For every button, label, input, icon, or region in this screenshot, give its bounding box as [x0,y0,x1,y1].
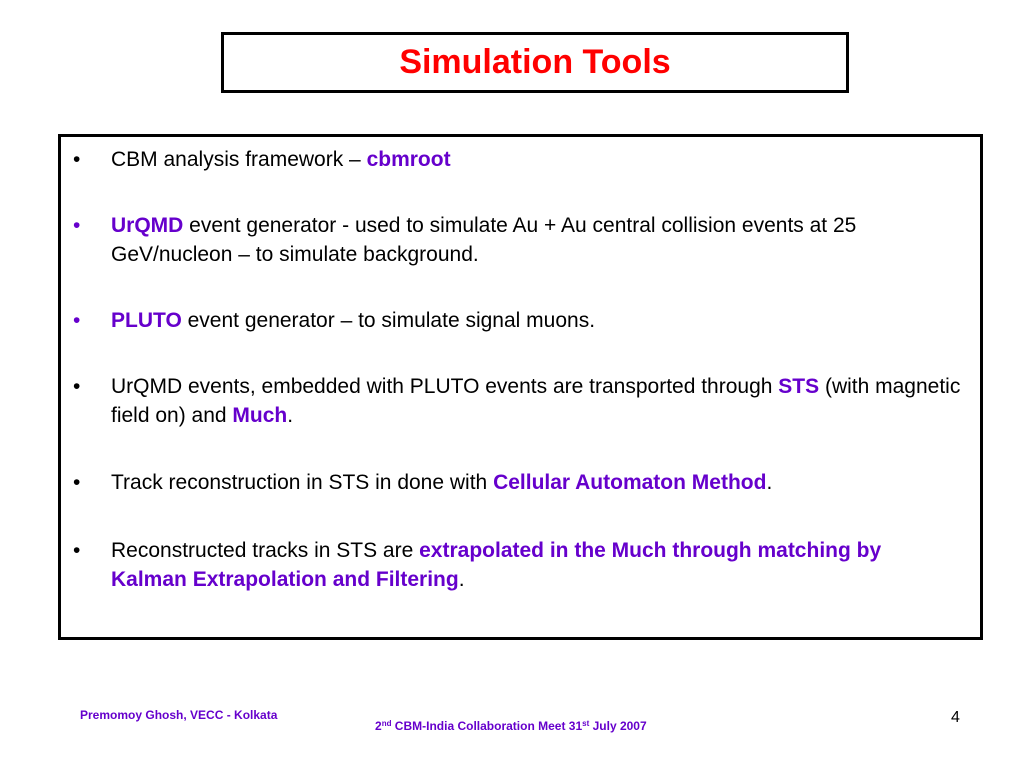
bullet-text-segment: event generator - used to simulate Au + Au central collision events at 25 GeV/nucleon – to simulate background. [111,214,857,266]
bullet-text-segment: . [766,471,773,494]
bullet-text-segment: Track reconstruction in STS in done with [111,471,494,494]
bullet-text-segment: (with magnetic field on) and [111,375,961,427]
title-box [221,32,849,93]
bullet-dot: • [73,539,81,562]
bullet-highlight: cbmroot [366,148,451,171]
slide-title: Simulation Tools [399,42,671,81]
footer-event-sup: st [582,719,590,728]
content-box [58,134,983,640]
bullet-text-segment: . [287,404,294,427]
bullet-dot: • [73,375,81,398]
footer-event-sup: nd [381,719,392,728]
footer-event-part: 2 [375,719,382,733]
footer-event [375,719,647,733]
bullet-highlight: Cellular Automaton Method [493,471,767,494]
bullet-text [111,536,962,594]
bullet-dot: • [73,309,81,332]
bullet-text-segment: UrQMD events, embedded with PLUTO events are transported through [111,375,779,398]
bullet-text [111,468,962,497]
bullet-text [111,211,962,269]
bullet-dot: • [73,148,81,171]
bullet-text-segment: . [458,568,465,591]
bullet-dot: • [73,214,81,237]
footer-event-part: CBM-India Collaboration Meet 31 [391,719,583,733]
footer-author: Premomoy Ghosh, VECC - Kolkata [80,708,278,722]
bullet-highlight: UrQMD [111,214,184,237]
bullet-highlight: PLUTO [111,309,182,332]
bullet-dot: • [73,471,81,494]
bullet-highlight: STS [778,375,820,398]
bullet-text-segment: CBM analysis framework – [111,148,367,171]
bullet-text-segment: Reconstructed tracks in STS are [111,539,420,562]
bullet-text-segment: event generator – to simulate signal muons. [181,309,596,332]
footer-event-part: July 2007 [589,719,647,733]
bullet-highlight: extrapolated in the Much through matching by Kalman Extrapolation and Filtering [111,539,882,591]
bullet-text [111,145,962,174]
bullet-highlight: Much [232,404,288,427]
bullet-text [111,372,962,430]
bullet-text [111,306,962,335]
page-number: 4 [951,709,960,726]
